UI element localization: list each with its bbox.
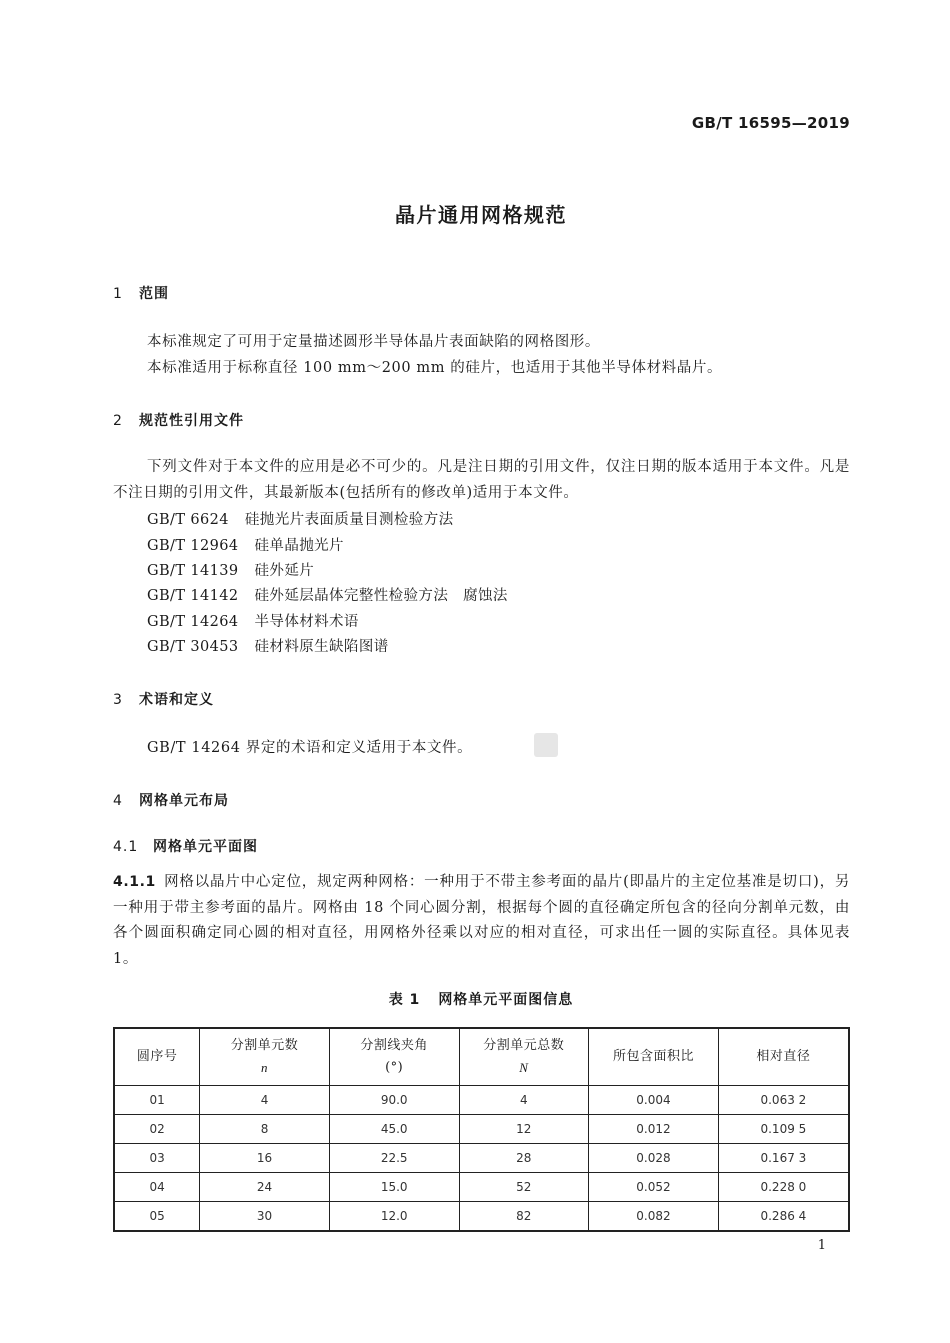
section-3-heading [113, 689, 214, 709]
table-cell: 03 [114, 1144, 200, 1173]
reference-item [147, 610, 359, 631]
subsection-4-1-heading [113, 836, 258, 856]
table-cell: 0.167 3 [718, 1144, 849, 1173]
table-cell: 22.5 [329, 1144, 459, 1173]
reference-name: 半导体材料术语 [254, 614, 359, 630]
scan-artifact [534, 733, 558, 757]
reference-item [147, 635, 389, 656]
table-title: 网格单元平面图信息 [438, 992, 574, 1008]
table-cell: 0.063 2 [718, 1086, 849, 1115]
table-cell: 28 [459, 1144, 589, 1173]
table-row [114, 1086, 849, 1115]
section-3-paragraph: GB/T 14264 界定的术语和定义适用于本文件。 [147, 740, 473, 756]
reference-item [147, 508, 454, 529]
section-2-heading [113, 410, 244, 430]
table-cell: 90.0 [329, 1086, 459, 1115]
table-cell: 12.0 [329, 1202, 459, 1232]
reference-name: 硅抛光片表面质量目测检验方法 [244, 512, 454, 528]
reference-item [147, 534, 344, 555]
reference-item [147, 584, 508, 605]
column-header: 相对直径 [718, 1028, 849, 1086]
clause-number: 4.1.1 [113, 874, 156, 890]
table-cell: 30 [200, 1202, 330, 1232]
reference-code: GB/T 12964 [147, 538, 239, 554]
reference-name: 硅材料原生缺陷图谱 [254, 639, 389, 655]
section-2-intro: 下列文件对于本文件的应用是必不可少的。凡是注日期的引用文件，仅注日期的版本适用于本文件。凡是不注日期的引用文件，其最新版本(包括所有的修改单)适用于本文件。 [113, 459, 850, 501]
section-number: 3 [113, 692, 123, 708]
section-number: 4 [113, 793, 123, 809]
table-row [114, 1202, 849, 1232]
section-1-paragraph: 本标准适用于标称直径 100 mm～200 mm 的硅片，也适用于其他半导体材料晶片。 [147, 360, 723, 376]
table-number: 表 1 [388, 992, 421, 1008]
table-cell: 02 [114, 1115, 200, 1144]
table-cell: 0.286 4 [718, 1202, 849, 1232]
table-cell: 0.012 [589, 1115, 719, 1144]
section-title: 术语和定义 [139, 692, 214, 708]
subsection-number: 4.1 [113, 839, 139, 855]
column-header: 分割线夹角 (°) [329, 1028, 459, 1086]
section-1-paragraph: 本标准规定了可用于定量描述圆形半导体晶片表面缺陷的网格图形。 [147, 334, 600, 350]
reference-name: 硅外延层晶体完整性检验方法 腐蚀法 [254, 588, 508, 604]
document-title: 晶片通用网格规范 [395, 203, 567, 227]
table-cell: 0.109 5 [718, 1115, 849, 1144]
column-header: 分割单元数 n [200, 1028, 330, 1086]
table-cell: 12 [459, 1115, 589, 1144]
reference-code: GB/T 14139 [147, 563, 239, 579]
table-cell: 24 [200, 1173, 330, 1202]
table-cell: 52 [459, 1173, 589, 1202]
grid-info-table [113, 1027, 850, 1232]
table-cell: 16 [200, 1144, 330, 1173]
table-cell: 0.028 [589, 1144, 719, 1173]
table-cell: 15.0 [329, 1173, 459, 1202]
reference-code: GB/T 14264 [147, 614, 239, 630]
column-header: 圆序号 [114, 1028, 200, 1086]
table-cell: 0.004 [589, 1086, 719, 1115]
section-number: 2 [113, 413, 123, 429]
reference-code: GB/T 6624 [147, 512, 229, 528]
reference-code: GB/T 14142 [147, 588, 239, 604]
table-header-row [114, 1028, 849, 1086]
column-header: 分割单元总数 N [459, 1028, 589, 1086]
clause-text: 网格以晶片中心定位，规定两种网格：一种用于不带主参考面的晶片(即晶片的主定位基准是切口)，另一种用于带主参考面的晶片。网格由 18 个同心圆分割，根据每个圆的直径确定所包含的径向分割单元数，由各个圆面积确定同心圆的相对直径，用网格外径乘以对应的相对直径，可求出任一圆的实际直径。具体见表 1。 [113, 874, 850, 967]
table-row [114, 1115, 849, 1144]
section-1-heading [113, 283, 169, 303]
standard-number: GB/T 16595—2019 [691, 114, 850, 132]
reference-item [147, 559, 314, 580]
table-cell: 01 [114, 1086, 200, 1115]
section-number: 1 [113, 286, 123, 302]
table-cell: 0.082 [589, 1202, 719, 1232]
table-cell: 82 [459, 1202, 589, 1232]
table-cell: 4 [459, 1086, 589, 1115]
column-header: 所包含面积比 [589, 1028, 719, 1086]
table-cell: 4 [200, 1086, 330, 1115]
page-number: 1 [817, 1238, 826, 1253]
table-cell: 8 [200, 1115, 330, 1144]
table-row [114, 1173, 849, 1202]
table-cell: 0.228 0 [718, 1173, 849, 1202]
table-row [114, 1144, 849, 1173]
section-title: 规范性引用文件 [139, 413, 244, 429]
reference-name: 硅单晶抛光片 [254, 538, 344, 554]
reference-name: 硅外延片 [254, 563, 315, 579]
table-cell: 45.0 [329, 1115, 459, 1144]
subsection-title: 网格单元平面图 [153, 839, 258, 855]
section-title: 范围 [139, 286, 169, 302]
table-caption [0, 989, 950, 1009]
section-title: 网格单元布局 [139, 793, 229, 809]
table-cell: 0.052 [589, 1173, 719, 1202]
reference-code: GB/T 30453 [147, 639, 239, 655]
table-cell: 04 [114, 1173, 200, 1202]
section-4-heading [113, 790, 229, 810]
table-cell: 05 [114, 1202, 200, 1232]
clause-4-1-1 [113, 870, 850, 972]
